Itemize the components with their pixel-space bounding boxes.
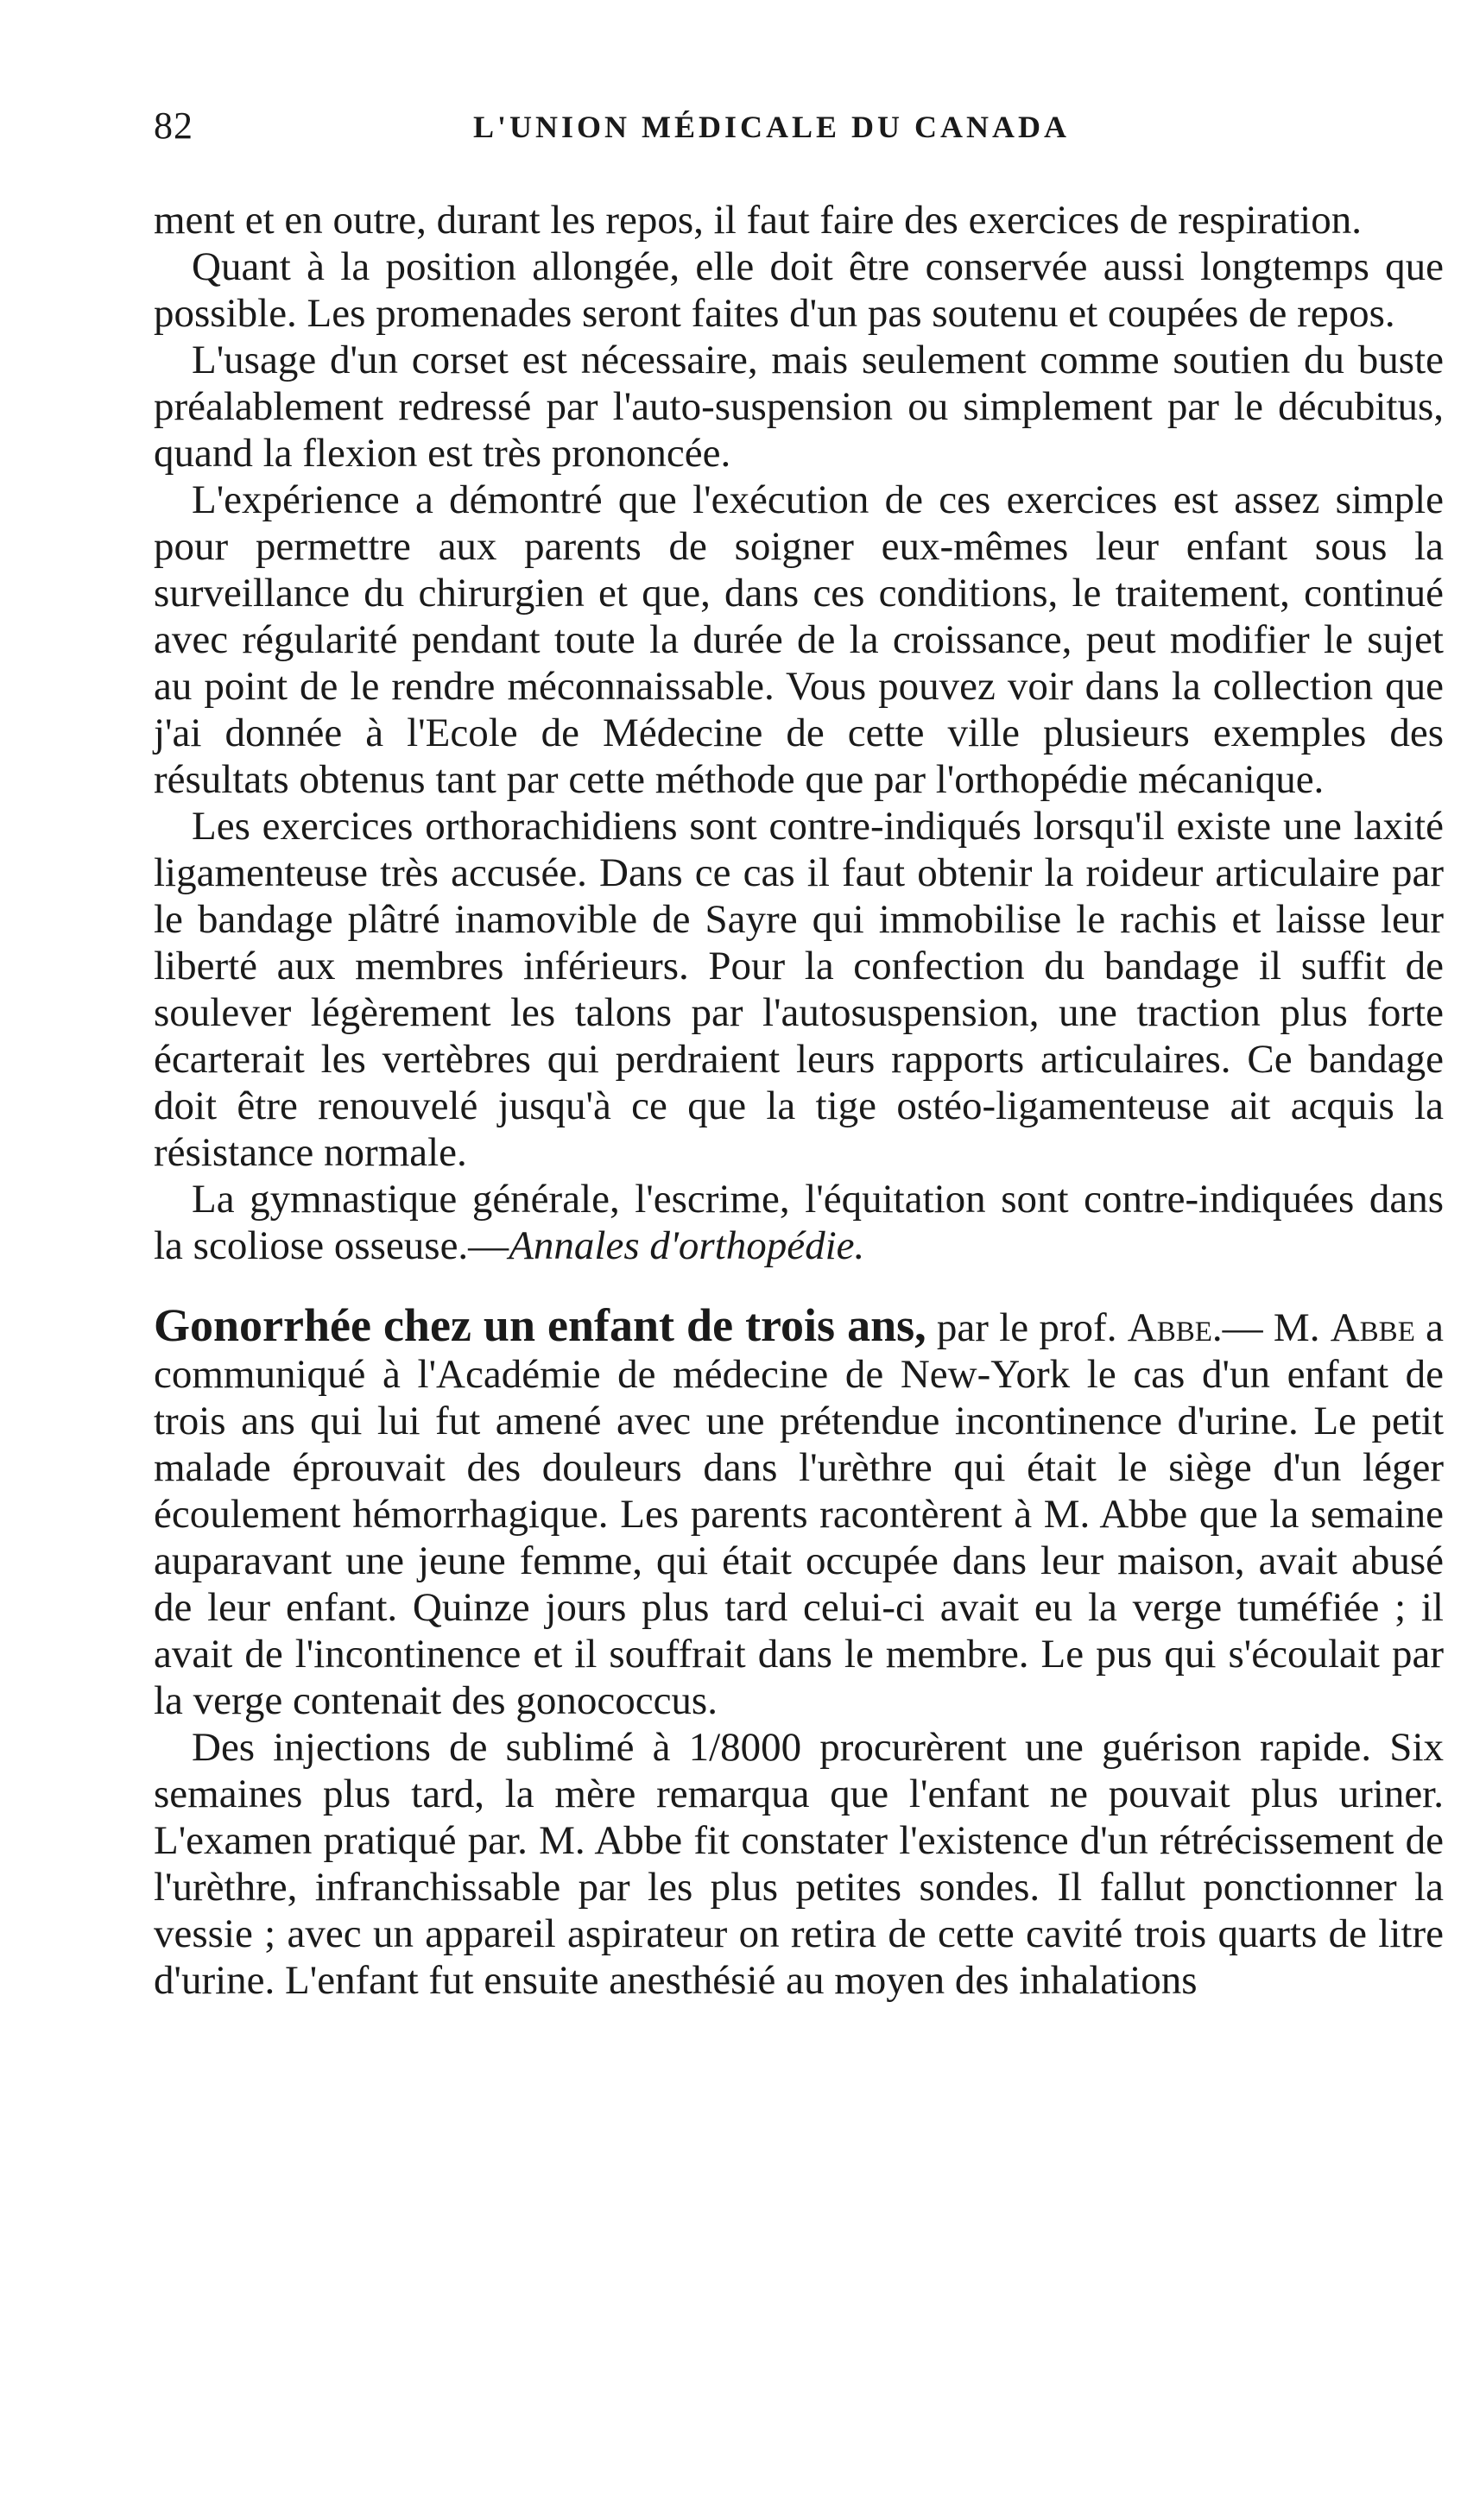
paragraph-experience: L'expérience a démontré que l'exécution de ces exercices est assez simple pour permettre aux parents de soigner eux-mêmes leur enfant sous la surveillance du chirurgien et que, dans ces conditions, le traitement, continué avec régularité pendant toute la durée de la croissance, peut modifier le sujet au point de le rendre méconnaissable. Vous pouvez voir dans la collection que j'ai donnée à l'Ecole de Médecine de cette ville plusieurs exemples des résultats obtenus tant par cette méthode que par l'orthopédie mécanique.	[154, 477, 1444, 802]
paragraph-position: Quant à la position allongée, elle doit être conservée aussi longtemps que possible. Les promenades seront faites d'un pas soutenu et coupées de repos.	[154, 244, 1444, 336]
paragraph-corset: L'usage d'un corset est nécessaire, mais seulement comme soutien du buste préalablement redressé par l'auto-suspension ou simplement par le décubitus, quand la flexion est très prononcée.	[154, 338, 1444, 476]
paragraph-contraindications: Les exercices orthorachidiens sont contre-indiqués lorsqu'il existe une laxité ligamenteuse très accusée. Dans ce cas il faut obtenir la roideur articulaire par le bandage plâtré inamovible de Sayre qui immobilise le rachis et laisse leur liberté aux membres inférieurs. Pour la confection du bandage il suffit de soulever légèrement les talons par l'autosuspension, une traction plus forte écarterait les vertèbres qui perdraient leurs rapports articulaires. Ce bandage doit être renouvelé jusqu'à ce que la tige ostéo-ligamenteuse ait acquis la résistance normale.	[154, 804, 1444, 1175]
runin-author: Abbe	[1330, 1305, 1415, 1350]
article-first-paragraph	[154, 1299, 1445, 1724]
paragraph-gymnastics	[154, 1176, 1444, 1269]
running-head	[154, 104, 1359, 155]
paragraph-gymnastics-text: La gymnastique générale, l'escrime, l'équitation sont contre-indiquées dans la scoliose osseuse.—	[154, 1177, 1444, 1268]
paragraph-continuation: ment et en outre, durant les repos, il faut faire des exercices de respiration.	[154, 198, 1362, 243]
source-citation: Annales d'orthopédie.	[509, 1223, 865, 1268]
article-second-paragraph: Des injections de sublimé à 1/8000 procurèrent une guérison rapide. Six semaines plus tard, la mère remarqua que l'enfant ne pouvait plus uriner. L'examen pratiqué par. M. Abbe fit constater l'existence d'un rétrécissement de l'urèthre, infranchissable par les plus petites sondes. Il fallut ponctionner la vessie ; avec un appareil aspirateur on retira de cette cavité trois quarts de litre d'urine. L'enfant fut ensuite anesthésié au moyen des inhalations	[154, 1725, 1444, 2003]
page-body	[154, 197, 1444, 2004]
runin-prefix: M.	[1273, 1305, 1320, 1350]
byline-prefix: par le prof.	[936, 1305, 1117, 1350]
byline-dash: —	[1222, 1305, 1263, 1350]
byline-author: Abbe.	[1127, 1305, 1223, 1350]
article-heading: Gonorrhée chez un enfant de trois ans,	[154, 1299, 926, 1351]
article-gonorrhee	[154, 1299, 1445, 2004]
article-first-paragraph-text: a communiqué à l'Académie de médecine de New-York le cas d'un enfant de trois ans qui lui fut amené avec une prétendue incontinence d'urine. Le petit malade éprouvait des douleurs dans l'urèthre qui était le siège d'un léger écoulement hémorrhagique. Les parents racontèrent à M. Abbe que la semaine auparavant une jeune femme, qui était occupée dans leur maison, avait abusé de leur enfant. Quinze jours plus tard celui-ci avait eu la verge tuméfiée ; il avait de l'incontinence et il souffrait dans le membre. Le pus qui s'écoulait par la verge contenait des gonococcus.	[154, 1305, 1445, 1723]
journal-title: L'UNION MÉDICALE DU CANADA	[473, 110, 1071, 144]
page-number: 82	[154, 104, 193, 147]
